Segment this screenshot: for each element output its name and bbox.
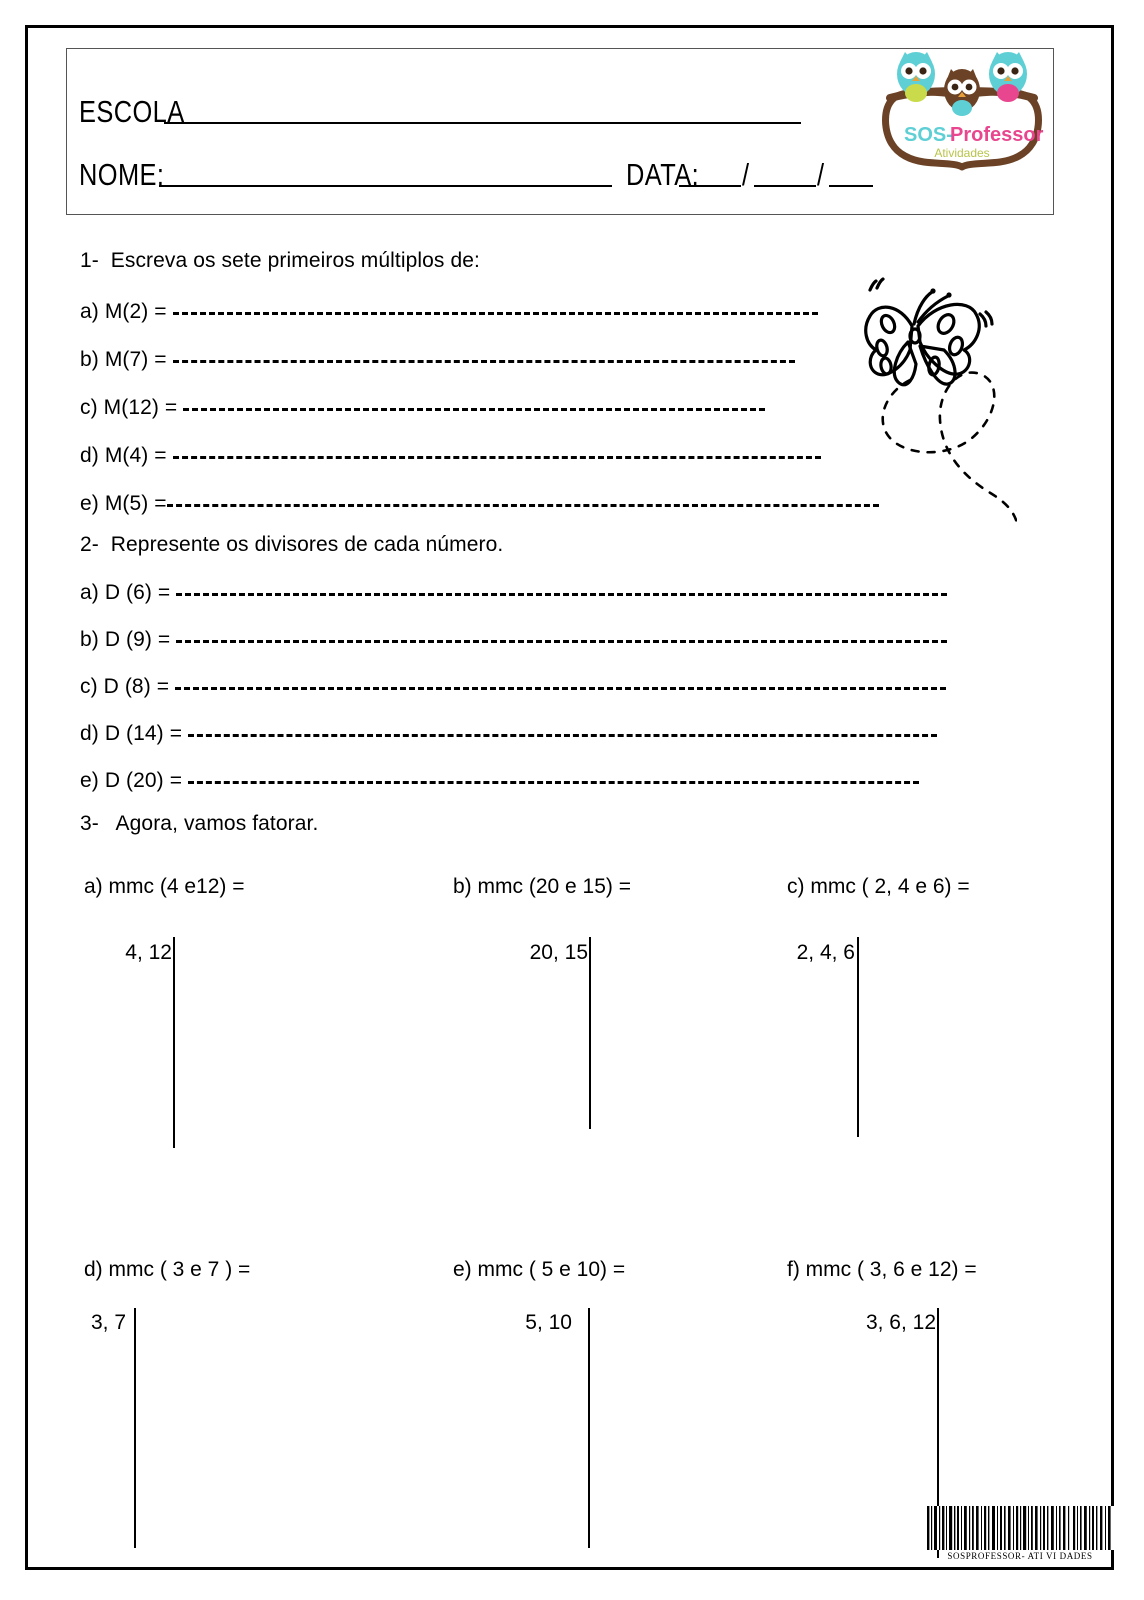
fact-title-f: f) mmc ( 3, 6 e 12) = [787,1258,977,1281]
fact-numbers-e: 5, 10 [525,1311,572,1334]
answer-blank-1d[interactable] [173,456,821,459]
fact-title-e: e) mmc ( 5 e 10) = [453,1258,626,1281]
exercise-2-item-c [80,675,946,699]
item-marker: b) [80,348,99,371]
data-label: DATA: [626,157,700,192]
exercise-1-item-d [80,444,821,468]
item-label: M(5) = [104,492,167,515]
exercise-2-item-d [80,722,937,746]
fact-divider-b [589,937,591,1129]
data-slash-2: / [816,157,825,192]
item-marker: c) [80,675,98,698]
answer-blank-2c[interactable] [175,687,946,690]
exercise-1-prompt: Escreva os sete primeiros múltiplos de: [110,249,480,272]
item-label: M(7) = [104,348,167,371]
fact-divider-e [588,1308,590,1548]
fact-title-d: d) mmc ( 3 e 7 ) = [84,1258,251,1281]
item-label: M(12) = [103,396,178,419]
exercise-2-number: 2- [80,533,99,556]
fact-title-c: c) mmc ( 2, 4 e 6) = [787,875,970,898]
logo-brand-sos: SOS- [904,124,953,146]
item-marker: d) [80,722,99,745]
item-marker: a) [80,581,99,604]
fact-numbers-c: 2, 4, 6 [796,941,855,964]
answer-blank-1e[interactable] [167,504,879,507]
answer-blank-1a[interactable] [173,312,818,315]
barcode-label: SOSPROFESSOR- ATI VI DADES [947,1551,1093,1561]
item-marker: b) [80,628,99,651]
item-marker: c) [80,396,98,419]
item-label: D (8) = [103,675,170,698]
fact-numbers-b: 20, 15 [529,941,588,964]
exercise-2-item-a [80,581,947,605]
fact-numbers-d: 3, 7 [90,1311,126,1334]
item-marker: e) [80,492,99,515]
fact-numbers-a: 4, 12 [125,941,172,964]
fact-numbers-f: 3, 6, 12 [865,1311,936,1334]
item-marker: a) [80,300,99,323]
fact-divider-c [857,937,859,1137]
item-marker: d) [80,444,99,467]
answer-blank-2e[interactable] [188,781,919,784]
fact-title-a: a) mmc (4 e12) = [84,875,245,898]
escola-label: ESCOLA [79,94,185,129]
item-label: D (14) = [104,722,183,745]
item-label: M(4) = [104,444,167,467]
exercise-2-item-b [80,628,947,652]
barcode-footer [925,1506,1115,1568]
exercise-2-prompt: Represente os divisores de cada número. [110,533,504,556]
exercise-1-number: 1- [80,249,99,272]
exercise-3-number: 3- [80,812,99,835]
exercise-1-item-a [80,300,818,324]
exercise-2-item-e [80,769,919,793]
item-label: D (9) = [104,628,171,651]
item-label: M(2) = [104,300,167,323]
exercise-1-item-b [80,348,795,372]
exercise-1-item-c [80,396,765,420]
answer-blank-1b[interactable] [173,360,795,363]
data-slash-1: / [742,157,750,192]
answer-blank-2d[interactable] [188,734,937,737]
logo-subtitle: Atividades [934,146,990,160]
exercise-3-prompt: Agora, vamos fatorar. [115,812,319,835]
fact-divider-d [134,1308,136,1548]
logo-brand-professor: Professor [950,124,1044,146]
exercise-2-heading [80,533,503,557]
nome-label: NOME: [79,157,165,192]
item-marker: e) [80,769,99,792]
answer-blank-2b[interactable] [176,640,947,643]
item-label: D (6) = [104,581,171,604]
barcode-icon [925,1506,1115,1550]
fact-title-b: b) mmc (20 e 15) = [453,875,631,898]
exercise-1-item-e [80,492,879,516]
answer-blank-2a[interactable] [176,593,947,596]
item-label: D (20) = [104,769,183,792]
answer-blank-1c[interactable] [183,408,765,411]
exercise-1-heading [80,249,480,273]
fact-divider-a [173,937,175,1148]
exercise-3-heading [80,812,318,836]
